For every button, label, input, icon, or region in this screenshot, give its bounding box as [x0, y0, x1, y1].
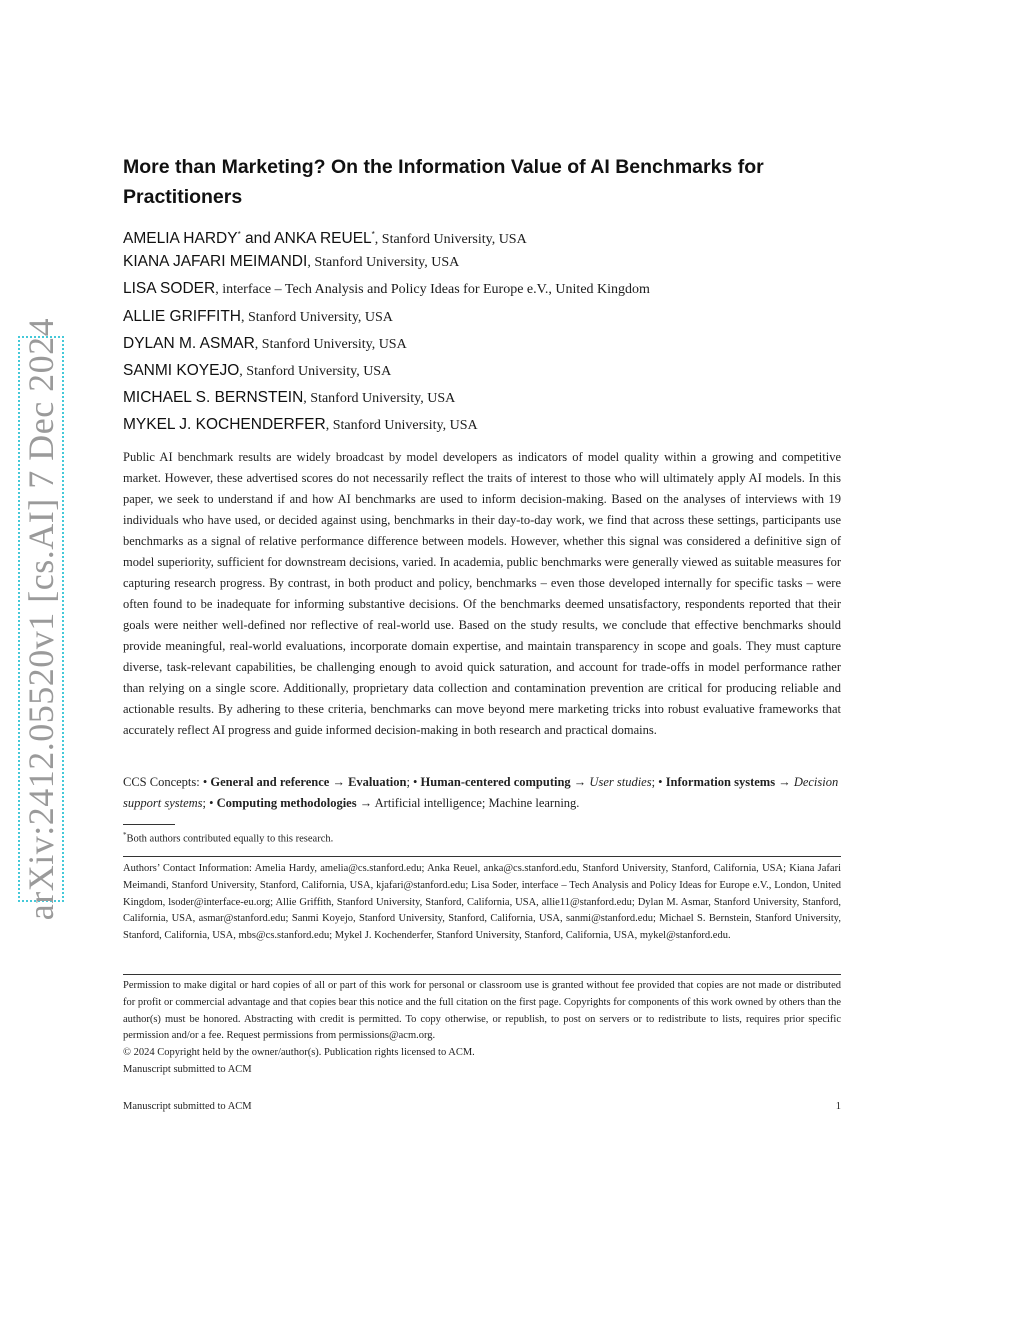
page-number: 1	[835, 1101, 841, 1112]
author-line	[123, 221, 841, 248]
author-name: LISA SODER	[123, 280, 216, 298]
permission-block	[123, 978, 841, 1079]
author-affiliation: , Stanford University, USA	[325, 418, 478, 434]
copyright-line: © 2024 Copyright held by the owner/author(s). Publication rights licensed to ACM.	[123, 1047, 475, 1059]
paper-title: More than Marketing? On the Information Value of AI Benchmarks for Practitioners	[123, 156, 764, 208]
submitted-line: Manuscript submitted to ACM	[123, 1063, 252, 1075]
author-affiliation: , Stanford University, USA	[374, 232, 527, 248]
footnote: *Both authors contributed equally to this research.	[123, 831, 334, 845]
ccs-concepts: CCS Concepts: • General and reference → Evaluation; • Human-centered computing → User studies; • Information systems → Decision support systems; • Computing methodologies → Artificial intelligence; Machine learning.	[123, 775, 839, 810]
author-line	[123, 411, 841, 438]
arxiv-stamp[interactable]: arXiv:2412.05520v1 [cs.AI] 7 Dec 2024	[21, 317, 61, 921]
permission-notice: Permission to make digital or hard copies of all or part of this work for personal or classroom use is granted without fee provided that copies are not made or distributed for profit or commercial advantage and that copies bear this notice and the full citation on the first page. Copyrights for components of this work owned by others than the author(s) must be honored. Abstracting with credit is permitted. To copy otherwise, or republish, to post on servers or to redistribute to lists, requires prior specific permission and/or a fee. Request permissions from permissions@acm.org.	[123, 980, 841, 1042]
author-line	[123, 357, 841, 384]
contact-rule	[123, 856, 841, 857]
author-affiliation: , Stanford University, USA	[303, 391, 456, 407]
author-name: MICHAEL S. BERNSTEIN	[123, 389, 304, 407]
author-line	[123, 384, 841, 411]
author-affiliation: , Stanford University, USA	[307, 255, 460, 271]
author-affiliation: , Stanford University, USA	[241, 309, 393, 325]
footnote-rule	[123, 824, 175, 825]
author-line	[123, 248, 841, 275]
contact-information: Authors’ Contact Information: Amelia Hardy, amelia@cs.stanford.edu; Anka Reuel, anka@cs.stanford.edu, Stanford University, Stanford, California, USA; Kiana Jafari Meimandi, Stanford University, Stanford, California, USA, kjafari@stanford.edu; Lisa Soder, interface – Tech Analysis and Policy Ideas for Europe e.V., London, United Kingdom, lsoder@interface-eu.org; Allie Griffith, Stanford University, Stanford, California, USA, allie11@stanford.edu; Dylan M. Asmar, Stanford University, Stanford, California, USA, asmar@stanford.edu; Sanmi Koyejo, Stanford University, Stanford, California, USA, sanmi@stanford.edu; Michael S. Bernstein, Stanford University, Stanford, California, USA, mbs@cs.stanford.edu; Mykel J. Kochenderfer, Stanford University, Stanford, California, USA, mykel@stanford.edu.	[123, 863, 841, 942]
author-name: SANMI KOYEJO	[123, 361, 240, 379]
author-affiliation: , Stanford University, USA	[239, 363, 392, 379]
permission-rule	[123, 974, 841, 975]
author-name: DYLAN M. ASMAR	[123, 334, 255, 352]
author-name: MYKEL J. KOCHENDERFER	[123, 416, 326, 434]
author-name: ALLIE GRIFFITH	[123, 307, 241, 325]
author-line	[123, 330, 841, 357]
author-affiliation: , Stanford University, USA	[254, 336, 407, 352]
author-affiliation: , interface – Tech Analysis and Policy Ideas for Europe e.V., United Kingdom	[215, 282, 650, 298]
arxiv-stamp-box	[18, 317, 64, 921]
author-line	[123, 275, 841, 302]
author-name: AMELIA HARDY* and ANKA REUEL*	[123, 230, 375, 248]
author-line	[123, 303, 841, 330]
author-name: KIANA JAFARI MEIMANDI	[123, 253, 308, 271]
page-footer	[123, 1101, 841, 1112]
footer-left: Manuscript submitted to ACM	[123, 1101, 252, 1112]
author-list	[123, 221, 841, 439]
abstract: Public AI benchmark results are widely broadcast by model developers as indicators of model quality within a growing and competitive market. However, these advertised scores do not necessarily reflect the traits of interest to those who will ultimately apply AI models. In this paper, we seek to understand if and how AI benchmarks are used to inform decision-making. Based on the analyses of interviews with 19 individuals who have used, or decided against using, benchmarks in their day-to-day work, we find that across these settings, participants use benchmarks as a signal of relative performance difference between models. However, whether this signal was considered a definitive sign of model superiority, sufficient for downstream decisions, varied. In academia, public benchmarks were generally viewed as suitable measures for capturing research progress. By contrast, in both product and policy, benchmarks – even those developed internally for specific tasks – were often found to be inadequate for informing substantive decisions. Of the benchmarks deemed unsatisfactory, respondents reported that their goals were neither well-defined nor reflective of real-world use. Based on the study results, we conclude that effective benchmarks should provide meaningful, real-world evaluations, incorporate domain expertise, and maintain transparency in scope and goals. They must capture diverse, task-relevant capabilities, be challenging enough to avoid quick saturation, and account for trade-offs in model performance rather than relying on a single score. Additionally, proprietary data collection and contamination prevention are critical for producing reliable and actionable results. By adhering to these criteria, benchmarks can move beyond mere marketing tricks into robust evaluative frameworks that accurately reflect AI progress and guide informed decision-making in both research and practical domains.	[123, 450, 841, 737]
